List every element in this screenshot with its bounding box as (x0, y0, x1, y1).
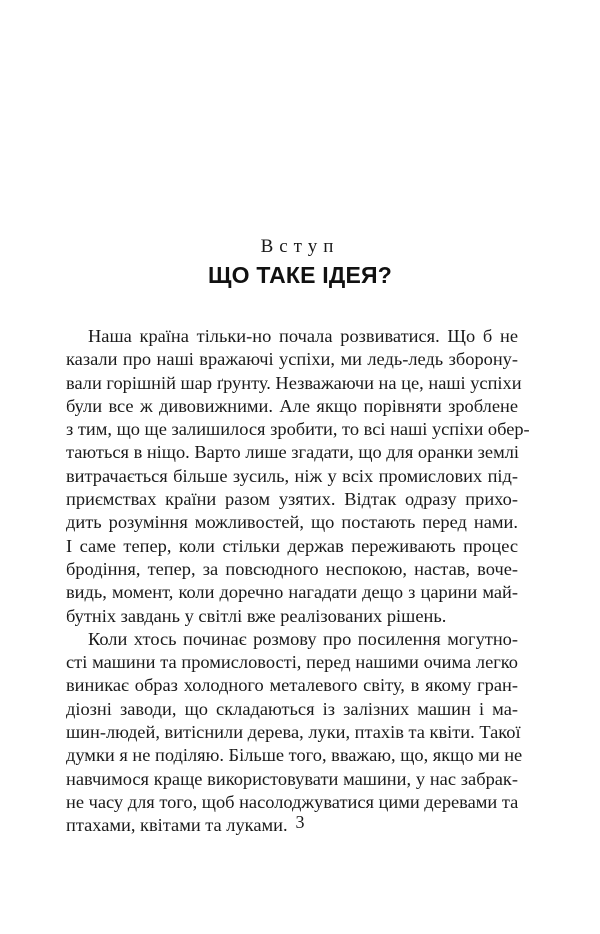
text-line: шин-людей, витіснили дерева, луки, птахів та квіти. Такої (66, 722, 521, 743)
paragraph-2 (66, 628, 523, 838)
text-line: птахами, квітами та луками. (66, 815, 288, 836)
text-line: Наша країна тільки-но почала розвиватися. Що б не (88, 326, 518, 346)
text-line: були все ж дивовижними. Але якщо порівняти зроблене (66, 395, 518, 416)
text-line: виникає образ холодного металевого світу, в якому гран- (66, 675, 518, 696)
text-line: бутніх завдань у світлі вже реалізованих рішень. (66, 605, 447, 626)
text-line: вали горішній шар ґрунту. Незважаючи на це, наші успіхи (66, 372, 522, 393)
text-line: приємствах країни разом узятих. Відтак одразу прихо- (66, 489, 518, 510)
text-line: з тим, що ще залишилося зробити, то всі наші успіхи обер- (66, 419, 530, 440)
chapter-title: ЩО ТАКЕ ІДЕЯ? (208, 262, 392, 288)
text-line: витрачається більше зусиль, ніж у всіх промислових під- (66, 465, 518, 486)
text-line: дить розуміння можливостей, що постають перед нами. (66, 512, 518, 533)
text-line: думки я не поділяю. Більше того, вважаю, що, якщо ми не (66, 745, 523, 766)
text-line: сті машини та промисловості, перед нашими очима легко (66, 652, 518, 673)
text-line: діозні заводи, що складаються із залізних машин і ма- (66, 698, 518, 719)
text-line: таються в ніщо. Варто лише згадати, що для оранки землі (66, 442, 520, 463)
text-line: не часу для того, щоб насолоджуватися цими деревами та (66, 791, 519, 812)
text-line: видь, момент, коли доречно нагадати дещо з царини май- (66, 582, 518, 603)
paragraph-1 (66, 325, 530, 628)
body-text (66, 325, 530, 838)
section-label: Вступ (260, 236, 340, 257)
text-line: казали про наші вражаючі успіхи, ми ледь-ледь зборону- (66, 349, 518, 370)
text-line: І саме тепер, коли стільки держав переживають процес (66, 535, 518, 556)
page-number: 3 (295, 812, 305, 832)
text-line: бродіння, тепер, за повсюдного неспокою, настав, воче- (66, 558, 518, 579)
text-line: навчимося краще використовувати машини, у нас забрак- (66, 768, 518, 789)
text-line: Коли хтось починає розмову про посилення могутно- (88, 628, 518, 649)
